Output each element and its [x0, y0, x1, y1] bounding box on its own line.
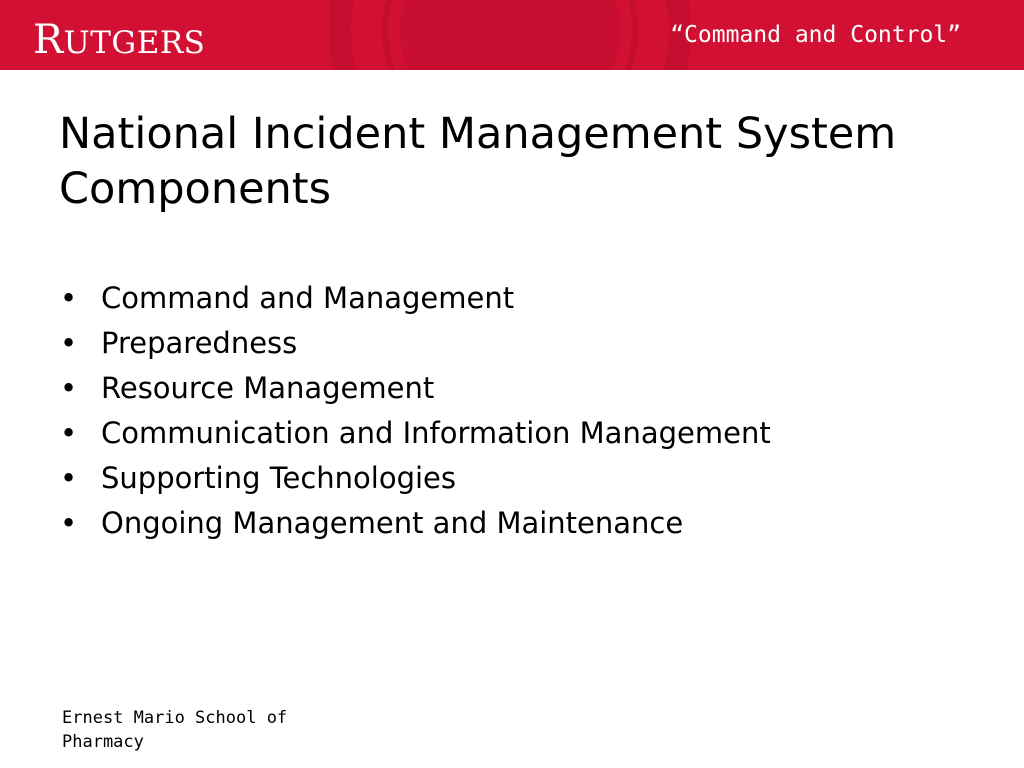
bullet-marker: • — [60, 281, 78, 315]
bullet-item — [60, 366, 771, 411]
bullet-marker: • — [60, 416, 78, 450]
footer-line-2: Pharmacy — [62, 732, 144, 752]
bullet-text: Command and Management — [101, 281, 515, 315]
header-bar — [0, 0, 1024, 70]
bullet-text: Ongoing Management and Maintenance — [101, 506, 684, 540]
footer-line-1: Ernest Mario School of — [62, 708, 288, 728]
bullet-text: Supporting Technologies — [101, 461, 456, 495]
rutgers-logo: R UTGERS — [33, 17, 206, 63]
header-tagline: “Command and Control” — [670, 22, 961, 48]
bullet-item — [60, 276, 771, 321]
bullet-text: Communication and Information Management — [101, 416, 771, 450]
bullet-marker: • — [60, 326, 78, 360]
university-seal-watermark — [330, 0, 690, 70]
bullet-item — [60, 456, 771, 501]
bullet-marker: • — [60, 371, 78, 405]
bullet-item — [60, 321, 771, 366]
bullet-marker: • — [60, 506, 78, 540]
bullet-item — [60, 501, 771, 546]
bullet-list — [60, 276, 771, 546]
slide-title: National Incident Management System Components — [59, 109, 897, 214]
bullet-text: Resource Management — [101, 371, 435, 405]
bullet-item — [60, 411, 771, 456]
bullet-text: Preparedness — [101, 326, 298, 360]
footer-school-name — [62, 706, 362, 754]
bullet-marker: • — [60, 461, 78, 495]
